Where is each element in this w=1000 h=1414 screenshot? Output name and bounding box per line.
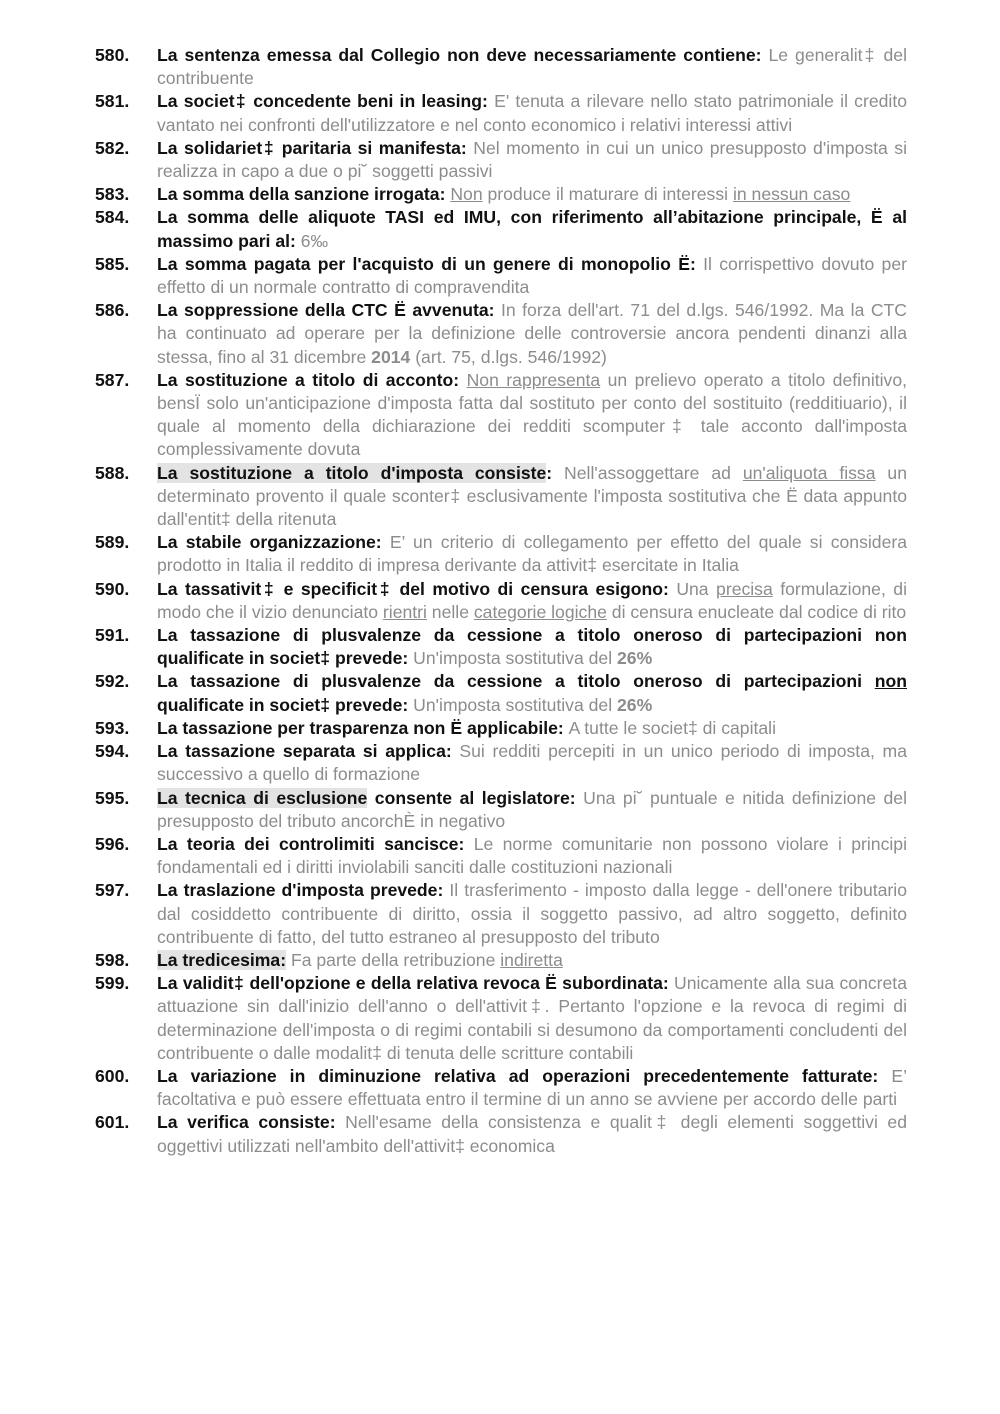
answer-text: Le generalit‡ del contribuente [157, 45, 907, 89]
question-text: La verifica consiste: [157, 1112, 336, 1133]
answer-text: Un'imposta sostitutiva del [408, 648, 618, 669]
answer-text-underlined: rientri [382, 601, 427, 622]
question-text: qualificate in societ‡ prevede: [157, 694, 409, 715]
question-text: La tassazione per trasparenza non Ë applicabile [157, 717, 558, 738]
entry-list [95, 44, 907, 1158]
item-number: 601. [95, 1112, 130, 1133]
answer-text: Nell'assoggettare ad [552, 462, 743, 483]
answer-text: Una pi˘ puntuale e nitida definizione del presupposto del tributo ancorchÈ in negativo [157, 787, 908, 831]
item-number: 593. [95, 717, 130, 738]
item-number: 596. [95, 833, 130, 854]
answer-text-underlined: Non rappresenta [466, 369, 601, 390]
list-item [95, 462, 907, 532]
answer-text: Le norme comunitarie non possono violare i principi fondamentali ed i diritti inviolabili sanciti dalle costituzioni nazionali [157, 833, 907, 878]
question-text-highlighted: La tecnica di esclusione [157, 787, 368, 808]
list-item [95, 206, 907, 252]
question-text: La variazione in diminuzione relativa ad operazioni precedentemente fatturate: [157, 1065, 879, 1086]
answer-text: Unicamente alla sua concreta attuazione sin dall'inizio dell'anno o dell'attivit‡. Pertanto l'opzione e la revoca di regimi di determinazione dell'imposta o di regimi contabili si desumono da comportamenti concludenti del contribuente o dalle modalit‡ di tenuta delle scritture contabili [157, 973, 907, 1063]
question-text-highlighted: : [280, 949, 287, 970]
item-number: 598. [95, 949, 130, 970]
item-number: 589. [95, 532, 130, 553]
answer-text-bold: 26% [617, 694, 653, 715]
item-number: 580. [95, 45, 130, 65]
item-number: 592. [95, 671, 130, 692]
answer-text: Un'imposta sostitutiva del [408, 694, 618, 715]
item-number: 599. [95, 973, 130, 994]
item-number: 582. [95, 137, 130, 158]
answer-text: Una [668, 578, 717, 599]
list-item [95, 972, 907, 1065]
question-text: La stabile organizzazione: [157, 532, 382, 553]
list-item [95, 833, 907, 879]
list-item [95, 137, 907, 183]
answer-text-underlined: un'aliquota fissa [742, 462, 876, 483]
answer-text: Il trasferimento - imposto dalla legge - dell'onere tributario dal cosiddetto contribuente di diritto, ossia il soggetto passivo, ad altro soggetto, definito contribuente di fatto, del tutto estraneo al presupposto del tributo [157, 880, 907, 947]
question-text: La somma pagata per l'acquisto di un genere di monopolio Ë: [157, 253, 696, 274]
list-item [95, 90, 907, 136]
answer-text: di censura enucleate dal codice di rito [606, 601, 907, 622]
list-item [95, 299, 907, 369]
list-item [95, 1065, 907, 1111]
list-item [95, 717, 907, 740]
answer-text: un prelievo operato a titolo definitivo, bensÏ solo un'anticipazione d'imposta fatta dal sostituto per conto del sostituito (redditiuario), il quale al momento della dichiarazione dei redditi scomputer‡ tale acconto dall'imposta complessivamente dovuta [157, 369, 908, 460]
question-text: La sentenza emessa dal Collegio non deve necessariamente contiene: [157, 45, 762, 65]
answer-text-bold: 2014 [371, 346, 411, 367]
item-number: 597. [95, 880, 130, 901]
list-item [95, 44, 907, 90]
item-number: 591. [95, 625, 130, 646]
answer-text-underlined: precisa [716, 578, 773, 599]
item-number: 595. [95, 787, 130, 808]
item-number: 587. [95, 369, 130, 390]
document-page [95, 44, 907, 1158]
question-text: La teoria dei controlimiti sancisce: [157, 833, 465, 854]
list-item [95, 740, 907, 786]
question-text: La somma della sanzione irrogata: [157, 184, 446, 205]
list-item [95, 1111, 907, 1157]
answer-text: produce il maturare di interessi [482, 184, 733, 205]
question-text: La tassazione di plusvalenze da cessione a titolo oneroso di partecipazioni [157, 671, 875, 692]
answer-text: In forza dell'art. 71 del d.lgs. 546/1992. Ma la CTC ha continuato ad operare per la definizione delle controversie ancora pendenti dinanzi alla stessa, fino al 31 dicembre [157, 300, 907, 367]
question-text: La societ‡ concedente beni in leasing: [157, 91, 488, 112]
question-text: La somma delle aliquote TASI ed IMU, con riferimento all’abitazione principale, Ë al massimo pari al [157, 207, 907, 251]
answer-text: formulazione, di modo che il vizio denunciato [157, 578, 907, 622]
question-text: La traslazione d'imposta prevede: [157, 880, 444, 901]
list-item [95, 253, 907, 299]
list-item [95, 369, 907, 462]
question-text-underlined: non [874, 671, 907, 692]
question-text: La tassazione separata si applica: [157, 741, 452, 762]
question-text: La tassazione di plusvalenze da cessione a titolo oneroso di partecipazioni non qualificate in societ‡ prevede: [157, 625, 907, 669]
list-item [95, 949, 907, 972]
answer-text: (art. 75, d.lgs. 546/1992) [410, 346, 607, 367]
list-item [95, 531, 907, 577]
answer-text: E’ un criterio di collegamento per effetto del quale si considera prodotto in Italia il reddito di impresa derivante da attivit‡ esercitate in Italia [157, 532, 907, 576]
question-text: La validit‡ dell'opzione e della relativa revoca Ë subordinata: [157, 973, 669, 994]
item-number: 585. [95, 253, 130, 274]
list-item [95, 787, 907, 833]
answer-text: 6‰ [300, 230, 329, 251]
answer-text-underlined: in nessun caso [732, 184, 851, 205]
item-number: 584. [95, 207, 130, 228]
item-number: 588. [95, 462, 130, 483]
question-text: La tassativit‡ e specificit‡ del motivo di censura esigono: [157, 578, 669, 599]
item-number: 583. [95, 184, 130, 205]
answer-text: nelle [426, 601, 474, 622]
answer-text: Il corrispettivo dovuto per effetto di un normale contratto di compravendita [157, 253, 907, 298]
punctuation: : [557, 717, 569, 738]
item-number: 581. [95, 91, 130, 112]
question-text: consente al legislatore: [367, 787, 576, 808]
item-number: 586. [95, 300, 130, 321]
answer-text [459, 370, 466, 390]
answer-text: un determinato provento il quale sconter‡ esclusivamente l'imposta sostitutiva che Ë data appunto dall'entit‡ della ritenuta [157, 462, 907, 530]
question-text: : [546, 462, 553, 483]
question-text-highlighted: La tredicesima [157, 949, 281, 970]
list-item [95, 879, 907, 949]
question-text-highlighted: La sostituzione a titolo d'imposta consiste [157, 462, 547, 483]
list-item [95, 670, 907, 716]
item-number: 594. [95, 741, 130, 762]
answer-text: A tutte le societ‡ di capitali [568, 717, 776, 738]
punctuation: : [290, 230, 301, 251]
item-number: 600. [95, 1065, 130, 1086]
question-text: La solidariet‡ paritaria si manifesta: [157, 137, 467, 158]
answer-text-bold: 26% [617, 648, 653, 669]
answer-text: Sui redditi percepiti in un unico periodo di imposta, ma successivo a quello di formazione [157, 741, 907, 785]
question-text: La soppressione della CTC Ë avvenuta: [157, 300, 495, 321]
answer-text-underlined: Non [450, 184, 483, 205]
list-item [95, 578, 907, 624]
answer-text: Nel momento in cui un unico presupposto d'imposta si realizza in capo a due o pi˘ soggetti passivi [157, 137, 907, 182]
answer-text: Nell'esame della consistenza e qualit‡ degli elementi soggettivi ed oggettivi utilizzati nell'ambito dell'attivit‡ economica [157, 1112, 908, 1156]
item-number: 590. [95, 578, 130, 599]
question-text: La sostituzione a titolo di acconto: [157, 369, 460, 390]
list-item [95, 183, 907, 206]
answer-text: Fa parte della retribuzione [286, 949, 501, 970]
answer-text: E' tenuta a rilevare nello stato patrimoniale il credito vantato nei confronti dell'utilizzatore e nel conto economico i relativi interessi attivi [157, 91, 907, 135]
answer-text: E’ facoltativa e può essere effettuata entro il termine di un anno se avviene per accordo delle parti [157, 1065, 907, 1110]
answer-text-underlined: categorie logiche [473, 601, 607, 622]
list-item [95, 624, 907, 670]
answer-text-underlined: indiretta [500, 949, 563, 970]
